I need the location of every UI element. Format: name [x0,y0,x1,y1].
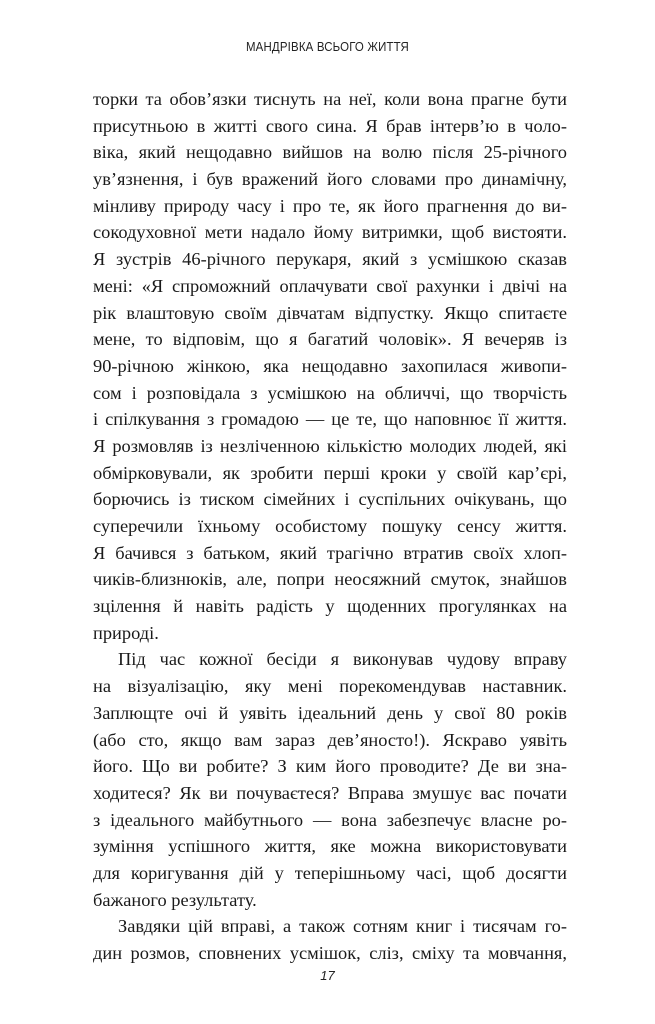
text-line: і спілкування з громадою — це те, що наповнює її життя. [93,409,567,430]
paragraph-3 [93,913,567,966]
text-line: ходитеся? Як ви почуваєтеся? Вправа змушує вас почати [93,782,567,803]
text-line: рік влаштовую своїм дівчатам відпустку. Якщо спитаєте [93,302,567,323]
page-number: 17 [320,968,335,983]
text-line: природі. [93,622,159,643]
text-line: присутньою в житті свого сина. Я брав інтерв’ю в чоло- [93,115,567,136]
text-line: мене, то відповім, що я багатий чоловік». Я вечеряв із [93,329,567,350]
text-line: для коригування дій у теперішньому часі, щоб досягти [93,862,567,883]
text-line: зцілення й навіть радість у щоденних прогулянках на [93,596,567,617]
text-line: обмірковували, як зробити перші кроки у своїй кар’єрі, [93,462,567,483]
text-line: сом і розповідала з усмішкою на обличчі, що творчість [93,382,567,403]
text-line: Під час кожної бесіди я виконував чудову вправу [118,649,567,670]
running-header: МАНДРІВКА ВСЬОГО ЖИТТЯ [245,39,410,54]
text-line: бажаного результату. [93,889,257,910]
text-line: (або сто, якщо вам зараз дев’яносто!). Яскраво уявіть [93,729,567,750]
text-line: віка, який нещодавно вийшов на волю після 25-річного [93,142,567,163]
body-text [93,86,567,967]
text-line: Я розмовляв із незліченною кількістю молодих людей, які [93,435,567,456]
text-line: 90-річною жінкою, яка нещодавно захопилася живопи- [93,355,567,376]
text-line: Завдяки цій вправі, а також сотням книг і тисячам го- [118,916,567,937]
paragraph-2 [93,646,567,913]
text-line: Я зустрів 46-річного перукаря, який з усмішкою сказав [93,249,567,270]
text-line: ув’язнення, і був вражений його словами про динамічну, [93,169,567,190]
text-line: торки та обов’язки тиснуть на неї, коли вона прагне бути [93,89,567,109]
paragraph-1 [93,86,567,646]
text-line: на візуалізацію, яку мені порекомендував наставник. [93,676,567,697]
text-line: борючись із тиском сімейних і суспільних очікувань, що [93,489,567,510]
text-line: мені: «Я спроможний оплачувати свої рахунки і двічі на [93,275,567,296]
text-line: суперечили їхньому особистому пошуку сенсу життя. [93,516,567,536]
text-line: його. Що ви робите? З ким його проводите? Де ви зна- [93,756,567,777]
text-line: Заплющте очі й уявіть ідеальний день у свої 80 років [93,702,567,723]
text-line: з ідеального майбутнього — вона забезпечує власне ро- [93,809,567,830]
text-line: чиків-близнюків, але, попри неосяжний смуток, знайшов [93,569,567,590]
text-line: сокодуховної мети надало йому витримки, щоб вистояти. [93,222,567,243]
text-line: зуміння успішного життя, яке можна використовувати [93,836,567,857]
text-line: Я бачився з батьком, який трагічно втратив своїх хлоп- [93,542,567,563]
text-line: мінливу природу часу і про те, як його прагнення до ви- [93,195,567,216]
text-line: дин розмов, сповнених усмішок, сліз, сміху та мовчання, [93,943,567,963]
